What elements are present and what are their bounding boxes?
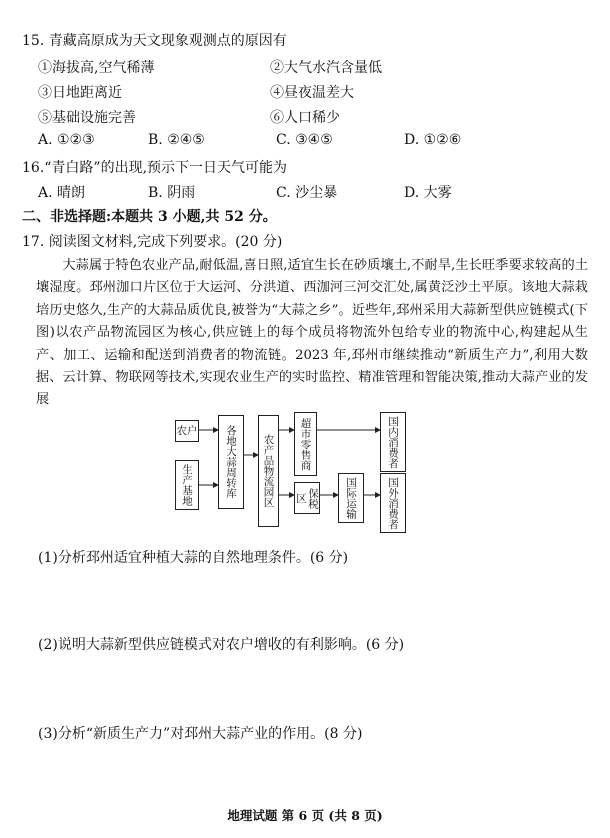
node-garlic-warehouse: 各地大蒜周转库 xyxy=(218,415,244,509)
q17-material-paragraph: 大蒜属于特色农业产品,耐低温,喜日照,适宜生长在砂质壤土,不耐旱,生长旺季要求较高的土壤湿度。邳州泇口片区位于大运河、分洪道、西泇河三河交汇处,属黄泛沙土平原。该地大蒜栽培历史悠久,生产的大蒜品质优良,被誉为“大蒜之乡”。近些年,邳州采用大蒜新型供应链模式(下图)以农产品物流园区为核心,供应链上的每个成员将物流外包给专业的物流中心,构建起从生产、加工、运输和配送到消费者的物流链。2023 年,邳州市继续推动“新质生产力”,利用大数据、云计算、物联网等技术,实现农业生产的实时监控、精准管理和智能决策,推动大蒜产业的发展 xyxy=(36,258,588,408)
q15-option-a: A. ①②③ xyxy=(38,132,95,148)
node-foreign-consumers: 国外消费者 xyxy=(380,473,406,533)
q15-item-2: ②大气水汽含量低 xyxy=(270,60,382,76)
q15-option-c: C. ③④⑤ xyxy=(276,132,333,148)
q16-option-a: A. 晴朗 xyxy=(38,185,86,201)
node-intl-transport: 国际运输 xyxy=(338,473,364,523)
q16-option-c: C. 沙尘暴 xyxy=(276,185,338,201)
q15-item-3: ③日地距离近 xyxy=(38,85,122,101)
q17-sub1: (1)分析邳州适宜种植大蒜的自然地理条件。(6 分) xyxy=(38,550,349,566)
section2-title: 二、非选择题:本题共 3 小题,共 52 分。 xyxy=(22,209,277,225)
page-footer: 地理试题 第 6 页 (共 8 页) xyxy=(227,808,383,823)
q17-sub2: (2)说明大蒜新型供应链模式对农户增收的有利影响。(6 分) xyxy=(38,637,405,653)
q15-stem: 15. 青藏高原成为天文现象观测点的原因有 xyxy=(22,33,287,49)
q16-option-d: D. 大雾 xyxy=(404,185,452,201)
q16-stem: 16.“青白路”的出现,预示下一日天气可能为 xyxy=(22,160,288,176)
node-logistics-park: 农产品物流园区 xyxy=(258,415,279,527)
node-farmer: 农户 xyxy=(175,420,199,442)
node-production-base: 生产基地 xyxy=(175,460,199,510)
q16-option-b: B. 阴雨 xyxy=(148,185,196,201)
q17-stem: 17. 阅读图文材料,完成下列要求。(20 分) xyxy=(22,234,283,250)
node-domestic-consumers: 国内消费者 xyxy=(380,412,406,472)
q15-option-b: B. ②④⑤ xyxy=(148,132,205,148)
q15-item-6: ⑥人口稀少 xyxy=(270,110,340,126)
q15-item-1: ①海拔高,空气稀薄 xyxy=(38,60,155,76)
q15-option-d: D. ①②⑥ xyxy=(404,132,462,148)
node-bonded-zone: 保税区 xyxy=(294,482,320,514)
q15-item-4: ④昼夜温差大 xyxy=(270,85,354,101)
node-retail: 超市零售商 xyxy=(294,412,317,476)
q15-item-5: ⑤基础设施完善 xyxy=(38,110,136,126)
q17-sub3: (3)分析“新质生产力”对邳州大蒜产业的作用。(8 分) xyxy=(38,726,363,742)
supply-chain-diagram xyxy=(170,410,420,530)
